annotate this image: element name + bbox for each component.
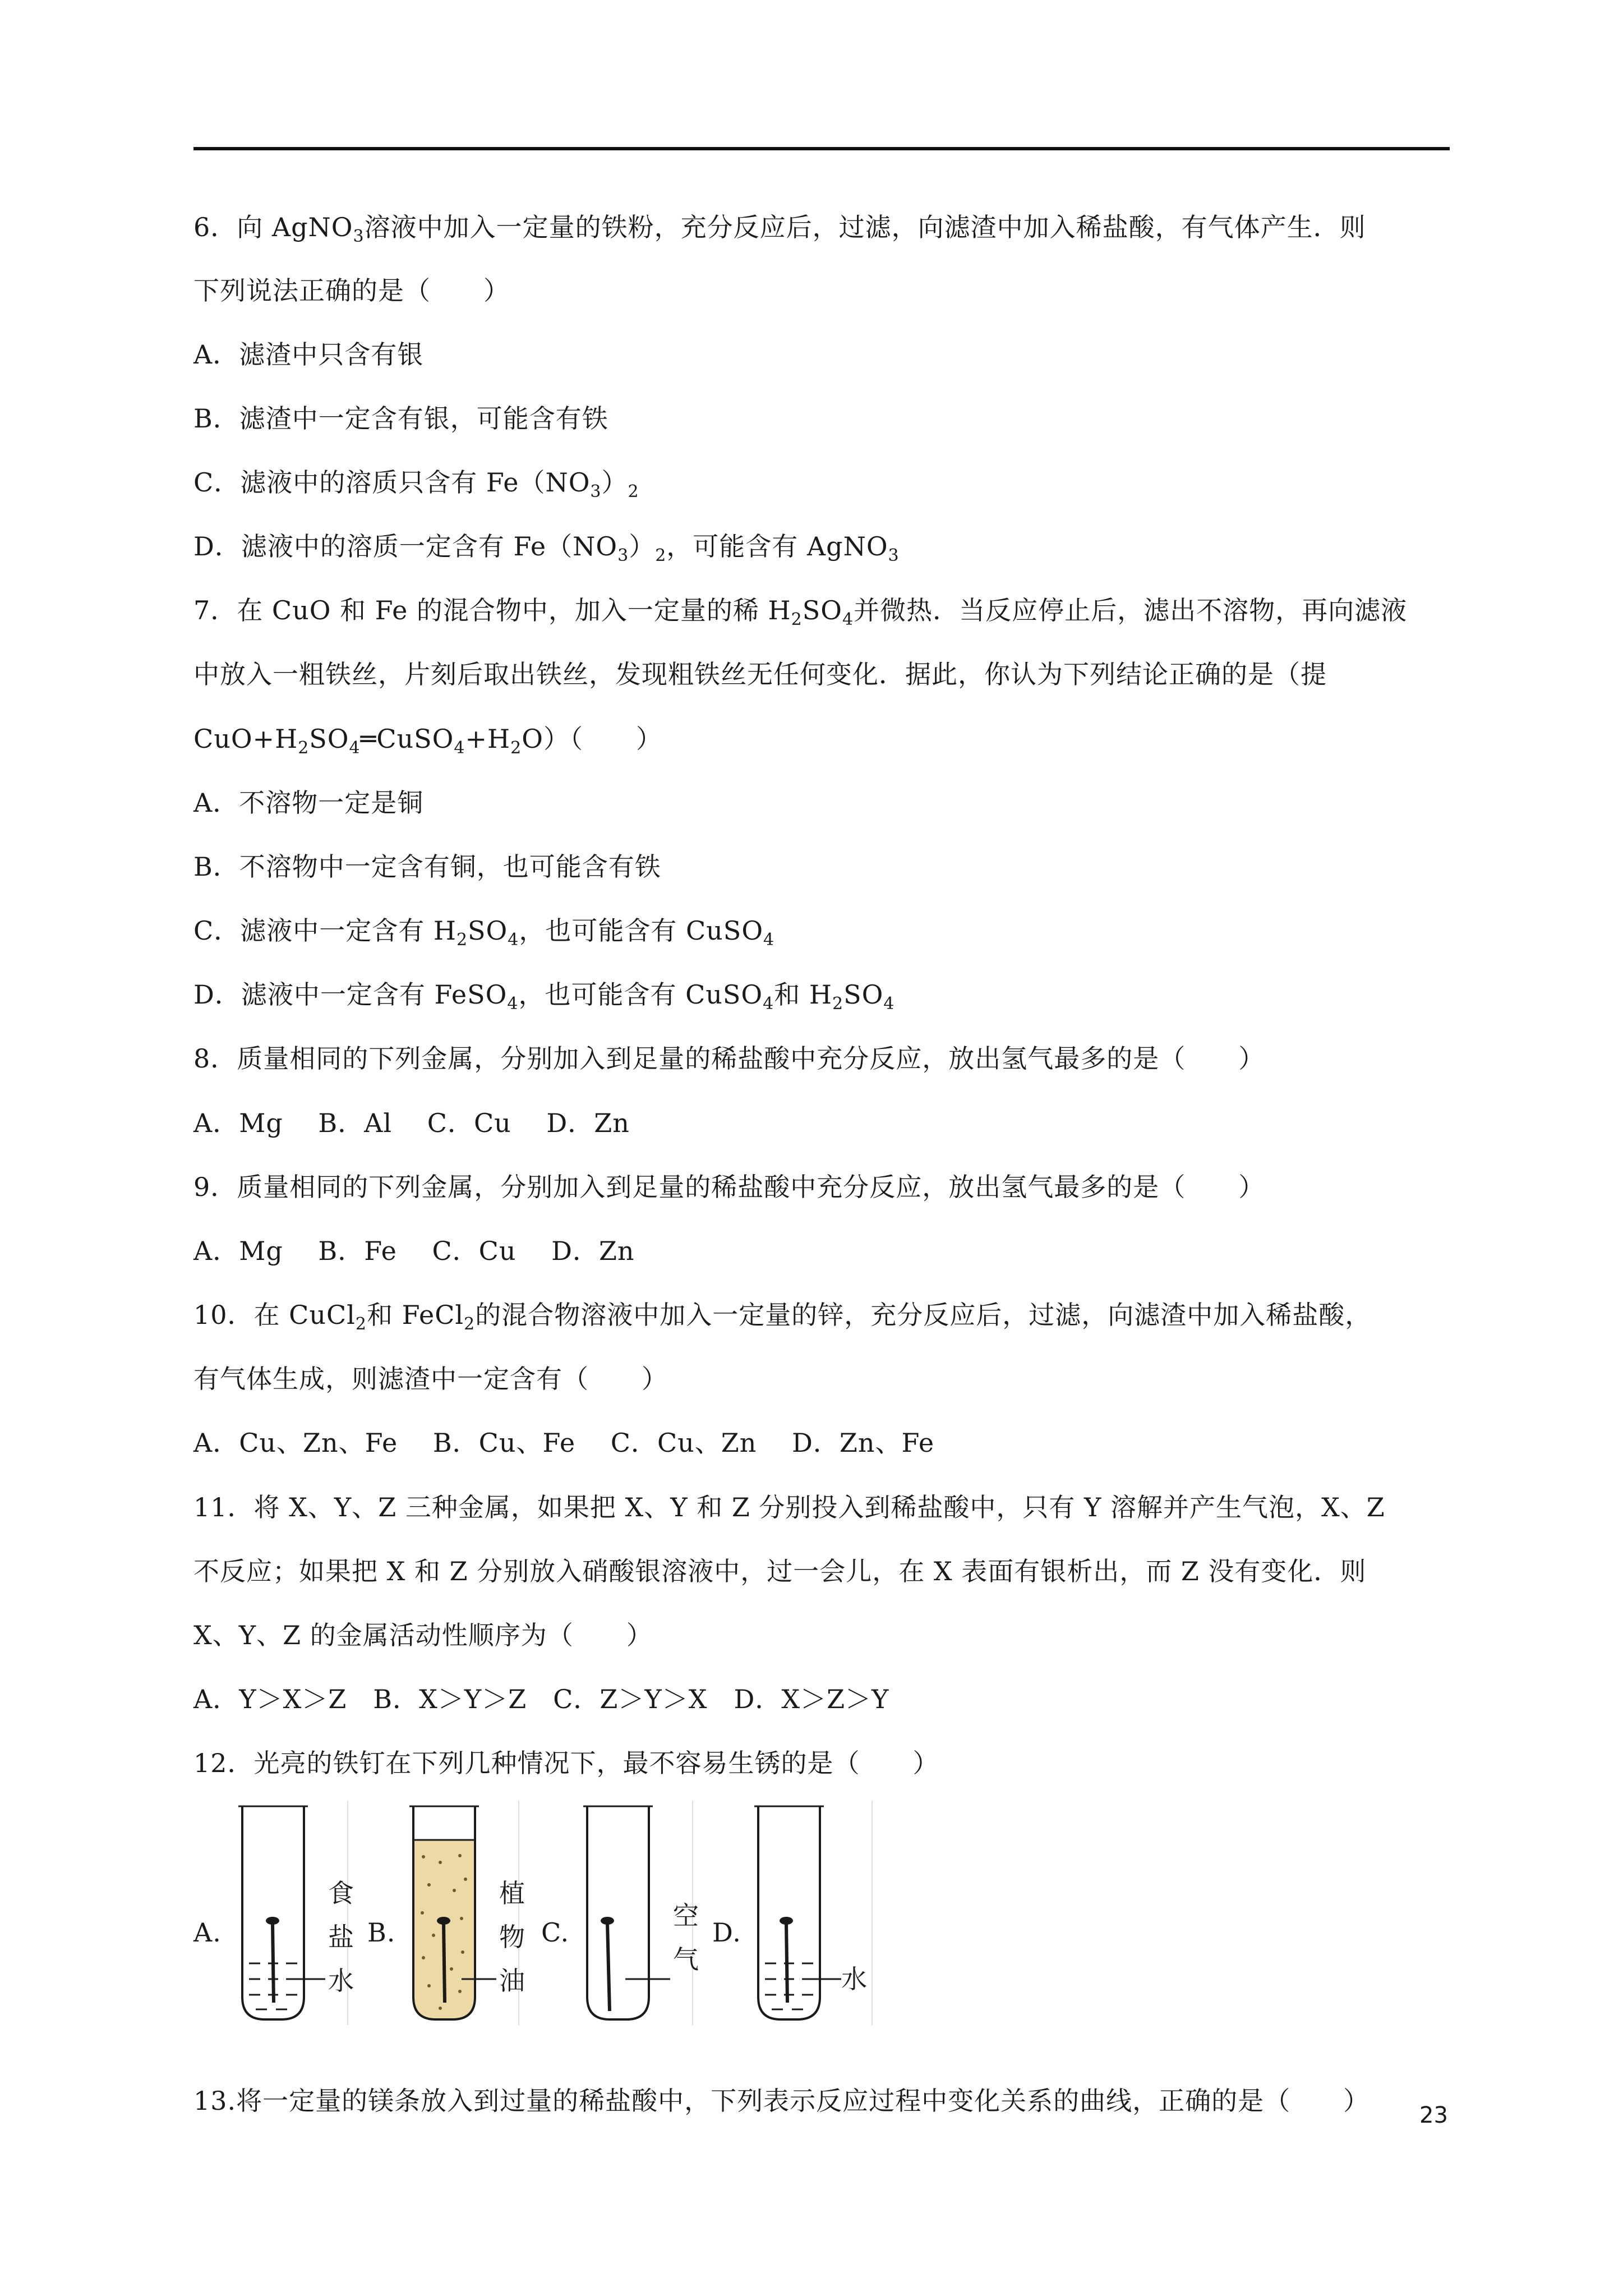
q10-line-2: 有气体生成，则滤渣中一定含有（ ） [193, 1364, 668, 1394]
header-rule [193, 147, 1450, 150]
q9-options: A．Mg B．Fe C．Cu D．Zn [193, 1236, 635, 1266]
q6-option-c: C．滤液中的溶质只含有 $Fe(NO_3)_2$ [193, 467, 639, 501]
q12-option-a-letter: A. [193, 1917, 222, 1948]
label-salt-1: 食 [328, 1878, 354, 1908]
q7-line-2: 中放入一粗铁丝，片刻后取出铁丝，发现粗铁丝无任何变化．据此，你认为下列结论正确的是（提 [193, 659, 1327, 689]
label-air-1: 空 [673, 1901, 699, 1931]
q12-option-b-letter: B. [367, 1917, 396, 1948]
q10-options: A．Cu、Zn、Fe B．Cu、Fe C．Cu、Zn D．Zn、Fe [193, 1428, 935, 1458]
q6-option-a: A．滤渣中只含有银 [193, 339, 424, 370]
q11-options: A．Y＞X＞Z B．X＞Y＞Z C．Z＞Y＞X D．X＞Z＞Y [193, 1684, 889, 1714]
q6-line-1: 6．向 AgNO$_3$溶液中加入一定量的铁粉，充分反应后，过滤，向滤渣中加入稀盐酸，有气体产生．则 [193, 212, 1366, 246]
q12-option-d-letter: D. [712, 1917, 741, 1948]
q13-stem: 13.将一定量的镁条放入到过量的稀盐酸中，下列表示反应过程中变化关系的曲线，正确的是（ ） [193, 2086, 1370, 2116]
q12-option-c-letter: C. [541, 1917, 570, 1948]
q6-option-b: B．滤渣中一定含有银，可能含有铁 [193, 403, 608, 434]
label-salt-2: 盐 [328, 1922, 354, 1952]
label-oil-3: 油 [499, 1966, 525, 1996]
q9-stem: 9．质量相同的下列金属，分别加入到足量的稀盐酸中充分反应，放出氢气最多的是（ ） [193, 1172, 1265, 1202]
q8-stem: 8．质量相同的下列金属，分别加入到足量的稀盐酸中充分反应，放出氢气最多的是（ ） [193, 1043, 1265, 1074]
q11-line-1: 11．将 X、Y、Z 三种金属，如果把 X、Y 和 Z 分别投入到稀盐酸中，只有 Y 溶解并产生气泡，X、Z [193, 1492, 1385, 1522]
q7-option-b: B．不溶物中一定含有铜，也可能含有铁 [193, 852, 661, 882]
label-water: 水 [841, 1964, 867, 1994]
q7-option-d: D．滤液中一定含有 FeSO$_4$，也可能含有 CuSO$_4$和 $H_2SO_4$ [193, 979, 895, 1014]
q7-option-a: A．不溶物一定是铜 [193, 788, 424, 818]
q8-options: A．Mg B．Al C．Cu D．Zn [193, 1108, 630, 1138]
q7-line-3: $CuO+H_2SO_4═CuSO_4+H_2O$）（ ） [193, 724, 662, 758]
q6-option-d: D．滤液中的溶质一定含有 $Fe(NO_3)_2$，可能含有 AgNO$_3$ [193, 531, 900, 565]
q11-line-3: X、Y、Z 的金属活动性顺序为（ ） [193, 1620, 653, 1650]
q10-line-1: 10．在 CuCl$_2$和 FeCl$_2$的混合物溶液中加入一定量的锌，充分反应后，过滤，向滤渣中加入稀盐酸， [193, 1300, 1372, 1334]
label-oil-2: 物 [499, 1922, 525, 1952]
q7-line-1: 7．在 CuO 和 Fe 的混合物中，加入一定量的稀 $H_2SO_4$并微热．当反应停止后，滤出不溶物，再向滤液 [193, 595, 1408, 629]
label-air-2: 气 [673, 1944, 699, 1975]
label-salt-3: 水 [328, 1966, 354, 1996]
q12-stem: 12．光亮的铁钉在下列几种情况下，最不容易生锈的是（ ） [193, 1748, 939, 1778]
q7-option-c: C．滤液中一定含有 $H_2SO_4$，也可能含有 CuSO$_4$ [193, 915, 775, 950]
q6-line-2: 下列说法正确的是（ ） [193, 275, 510, 306]
q11-line-2: 不反应；如果把 X 和 Z 分别放入硝酸银溶液中，过一会儿，在 X 表面有银析出，而 Z 没有变化．则 [193, 1556, 1367, 1586]
label-oil-1: 植 [499, 1878, 525, 1908]
page-number: 23 [1419, 2102, 1448, 2128]
